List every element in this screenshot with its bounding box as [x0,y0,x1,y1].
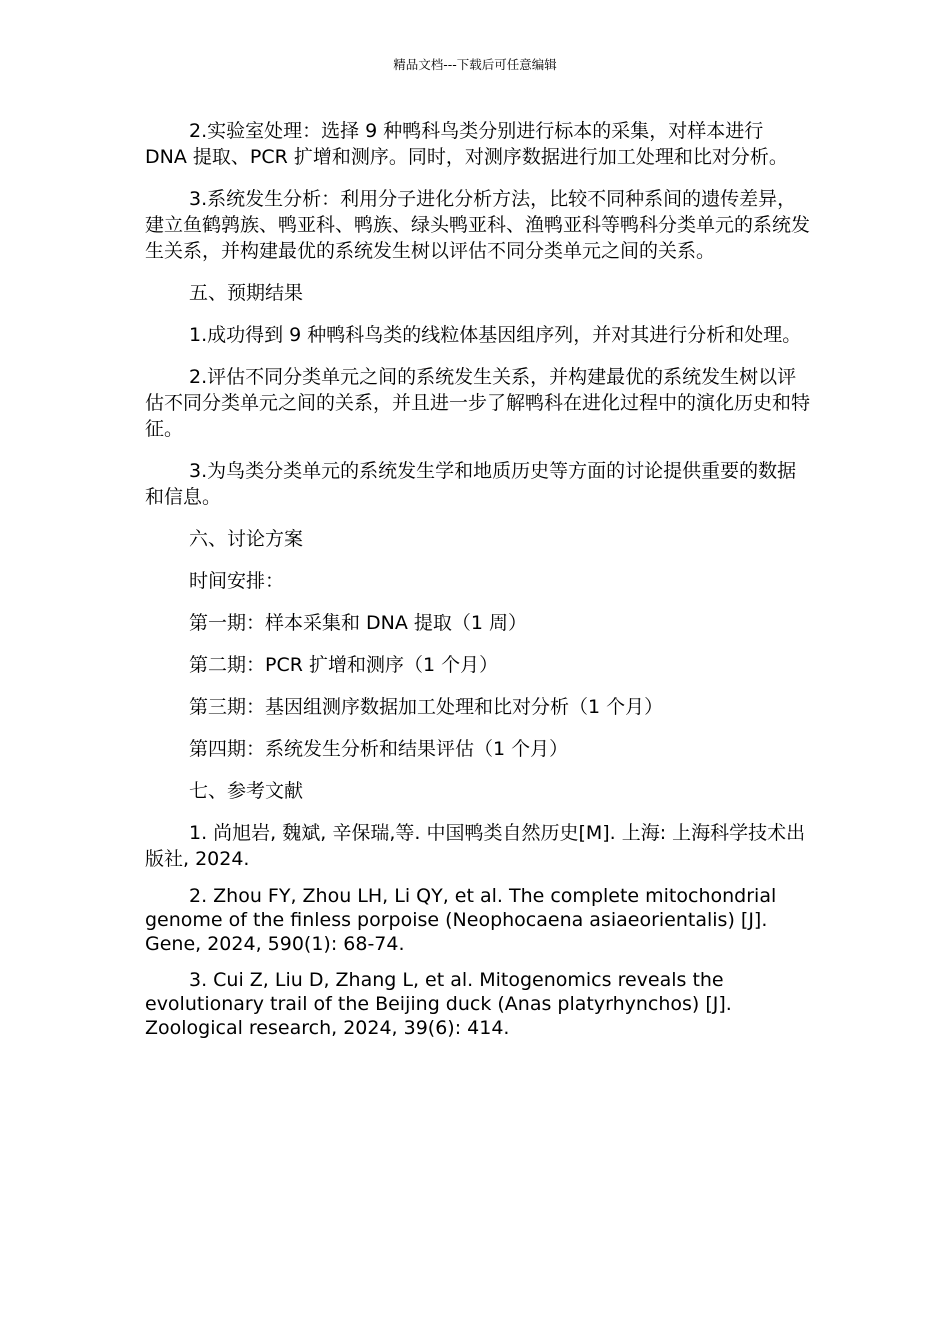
document-body [145,118,810,1052]
schedule-phase-4: 第四期：系统发生分析和结果评估（1 个月） [189,738,569,760]
section-heading-expected-results: 五、预期结果 [189,282,304,304]
reference-item-1: 1. 尚旭岩, 魏斌, 辛保瑞,等. 中国鸭类自然历史[M]. 上海: 上海科学技术出版社, 2024. [145,822,806,870]
section-heading-references: 七、参考文献 [189,780,304,802]
schedule-phase-3: 第三期：基因组测序数据加工处理和比对分析（1 个月） [189,696,664,718]
reference-item-3: 3. Cui Z, Liu D, Zhang L, et al. Mitogenomics reveals the evolutionary trail of the Beijing duck (Anas platyrhynchos) [J]. Zoological research, 2024, 39(6): 414. [145,969,732,1039]
paragraph-phylogenetic-analysis: 3.系统发生分析：利用分子进化分析方法，比较不同种系间的遗传差异，建立鱼鹤鹑族、鸭亚科、鸭族、绿头鸭亚科、渔鸭亚科等鸭科分类单元的系统发生关系，并构建最优的系统发生树以评估不同分类单元之间的关系。 [145,188,811,262]
schedule-phase-1: 第一期：样本采集和 DNA 提取（1 周） [189,612,528,634]
page-header: 精品文档---下载后可任意编辑 [393,57,557,72]
schedule-phase-2: 第二期：PCR 扩增和测序（1 个月） [189,654,499,676]
paragraph-lab-processing: 2.实验室处理：选择 9 种鸭科鸟类分别进行标本的采集，对样本进行 DNA 提取、PCR 扩增和测序。同时，对测序数据进行加工处理和比对分析。 [145,120,788,168]
result-item-3: 3.为鸟类分类单元的系统发生学和地质历史等方面的讨论提供重要的数据和信息。 [145,460,797,508]
schedule-label: 时间安排： [189,570,285,592]
section-heading-discussion-plan: 六、讨论方案 [189,528,304,550]
reference-item-2: 2. Zhou FY, Zhou LH, Li QY, et al. The complete mitochondrial genome of the finless porpoise (Neophocaena asiaeorientalis) [J]. Gene, 2024, 590(1): 68-74. [145,885,777,955]
result-item-2: 2.评估不同分类单元之间的系统发生关系，并构建最优的系统发生树以评估不同分类单元之间的关系，并且进一步了解鸭科在进化过程中的演化历史和特征。 [145,366,811,440]
result-item-1: 1.成功得到 9 种鸭科鸟类的线粒体基因组序列，并对其进行分析和处理。 [189,324,802,346]
